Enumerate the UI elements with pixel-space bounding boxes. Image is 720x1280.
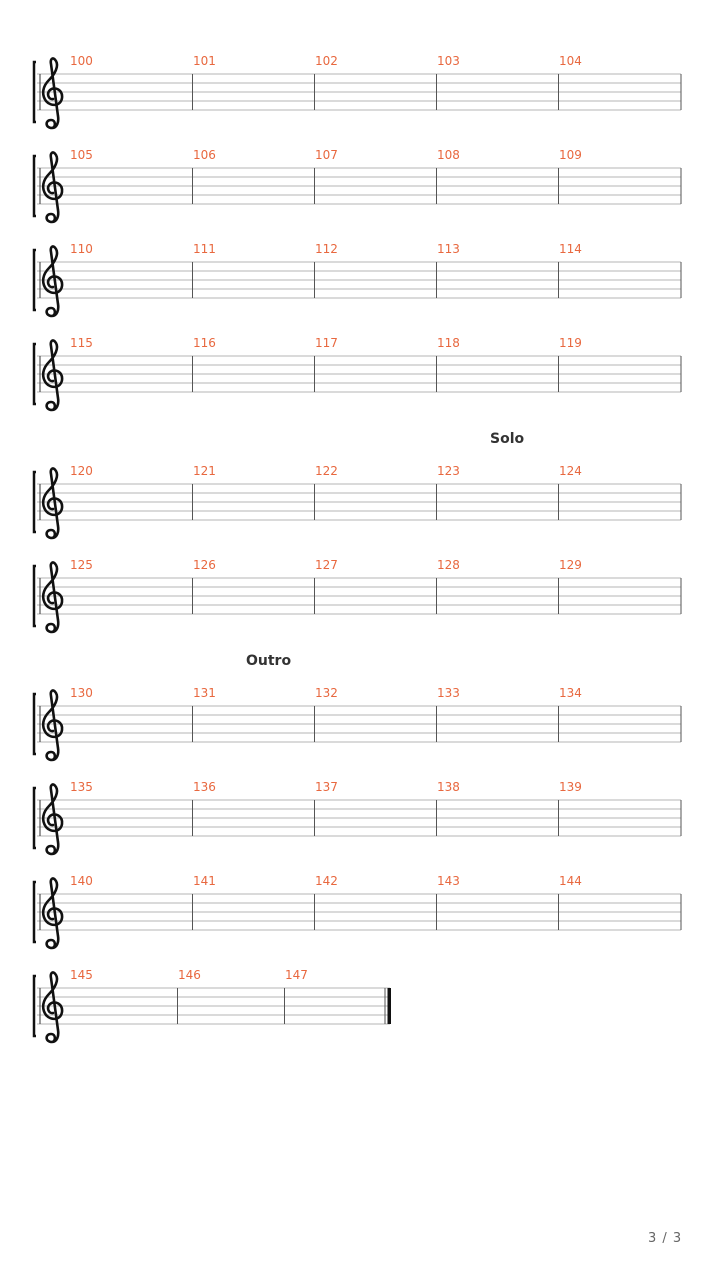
measure-number: 115 bbox=[70, 336, 93, 350]
measure-number: 146 bbox=[178, 968, 201, 982]
treble-clef-icon bbox=[43, 690, 62, 760]
measure-number: 126 bbox=[193, 558, 216, 572]
treble-clef-icon bbox=[43, 340, 62, 410]
system-bracket bbox=[34, 344, 36, 404]
measure-number: 109 bbox=[559, 148, 582, 162]
measure-number: 123 bbox=[437, 464, 460, 478]
measure-number: 122 bbox=[315, 464, 338, 478]
treble-clef-icon bbox=[43, 972, 62, 1042]
measure-number: 131 bbox=[193, 686, 216, 700]
measure-number: 137 bbox=[315, 780, 338, 794]
staff-system bbox=[34, 878, 681, 948]
system-bracket bbox=[34, 250, 36, 310]
system-bracket bbox=[34, 882, 36, 942]
measure-number: 128 bbox=[437, 558, 460, 572]
measure-number: 145 bbox=[70, 968, 93, 982]
section-label: Outro bbox=[246, 653, 292, 669]
final-barline-thick bbox=[388, 988, 392, 1024]
measure-number: 133 bbox=[437, 686, 460, 700]
staff-system bbox=[34, 784, 681, 854]
measure-number: 103 bbox=[437, 54, 460, 68]
measure-number: 102 bbox=[315, 54, 338, 68]
measure-number: 138 bbox=[437, 780, 460, 794]
measure-number: 106 bbox=[193, 148, 216, 162]
measure-number: 100 bbox=[70, 54, 93, 68]
measure-number: 142 bbox=[315, 874, 338, 888]
measure-number: 107 bbox=[315, 148, 338, 162]
measure-number: 127 bbox=[315, 558, 338, 572]
staff-system bbox=[34, 690, 681, 760]
staff-system bbox=[34, 972, 391, 1042]
measure-number: 121 bbox=[193, 464, 216, 478]
treble-clef-icon bbox=[43, 152, 62, 222]
measure-number: 104 bbox=[559, 54, 582, 68]
system-bracket bbox=[34, 62, 36, 122]
staff-system bbox=[34, 340, 681, 410]
page-number: 3 / 3 bbox=[648, 1231, 683, 1246]
staff-system bbox=[34, 58, 681, 128]
system-bracket bbox=[34, 976, 36, 1036]
treble-clef-icon bbox=[43, 878, 62, 948]
system-bracket bbox=[34, 788, 36, 848]
measure-number: 114 bbox=[559, 242, 582, 256]
treble-clef-icon bbox=[43, 58, 62, 128]
measure-number: 117 bbox=[315, 336, 338, 350]
measure-number: 118 bbox=[437, 336, 460, 350]
measure-number: 101 bbox=[193, 54, 216, 68]
measure-number: 143 bbox=[437, 874, 460, 888]
measure-number: 135 bbox=[70, 780, 93, 794]
measure-number: 108 bbox=[437, 148, 460, 162]
staff-system bbox=[34, 246, 681, 316]
measure-number: 125 bbox=[70, 558, 93, 572]
treble-clef-icon bbox=[43, 784, 62, 854]
measure-number: 141 bbox=[193, 874, 216, 888]
measure-number: 105 bbox=[70, 148, 93, 162]
measure-number: 120 bbox=[70, 464, 93, 478]
measure-number: 144 bbox=[559, 874, 582, 888]
measure-number: 113 bbox=[437, 242, 460, 256]
measure-number: 130 bbox=[70, 686, 93, 700]
treble-clef-icon bbox=[43, 562, 62, 632]
measure-number: 112 bbox=[315, 242, 338, 256]
treble-clef-icon bbox=[43, 246, 62, 316]
staff-system bbox=[34, 468, 681, 538]
measure-number: 136 bbox=[193, 780, 216, 794]
measure-number: 111 bbox=[193, 242, 216, 256]
measure-number: 124 bbox=[559, 464, 582, 478]
system-bracket bbox=[34, 472, 36, 532]
measure-number: 129 bbox=[559, 558, 582, 572]
treble-clef-icon bbox=[43, 468, 62, 538]
measure-number: 116 bbox=[193, 336, 216, 350]
measure-number: 132 bbox=[315, 686, 338, 700]
staff-system bbox=[34, 152, 681, 222]
system-bracket bbox=[34, 566, 36, 626]
system-bracket bbox=[34, 694, 36, 754]
system-bracket bbox=[34, 156, 36, 216]
measure-number: 119 bbox=[559, 336, 582, 350]
staff-system bbox=[34, 562, 681, 632]
measure-number: 140 bbox=[70, 874, 93, 888]
measure-number: 134 bbox=[559, 686, 582, 700]
section-label: Solo bbox=[490, 431, 525, 447]
measure-number: 139 bbox=[559, 780, 582, 794]
measure-number: 110 bbox=[70, 242, 93, 256]
measure-number: 147 bbox=[285, 968, 308, 982]
